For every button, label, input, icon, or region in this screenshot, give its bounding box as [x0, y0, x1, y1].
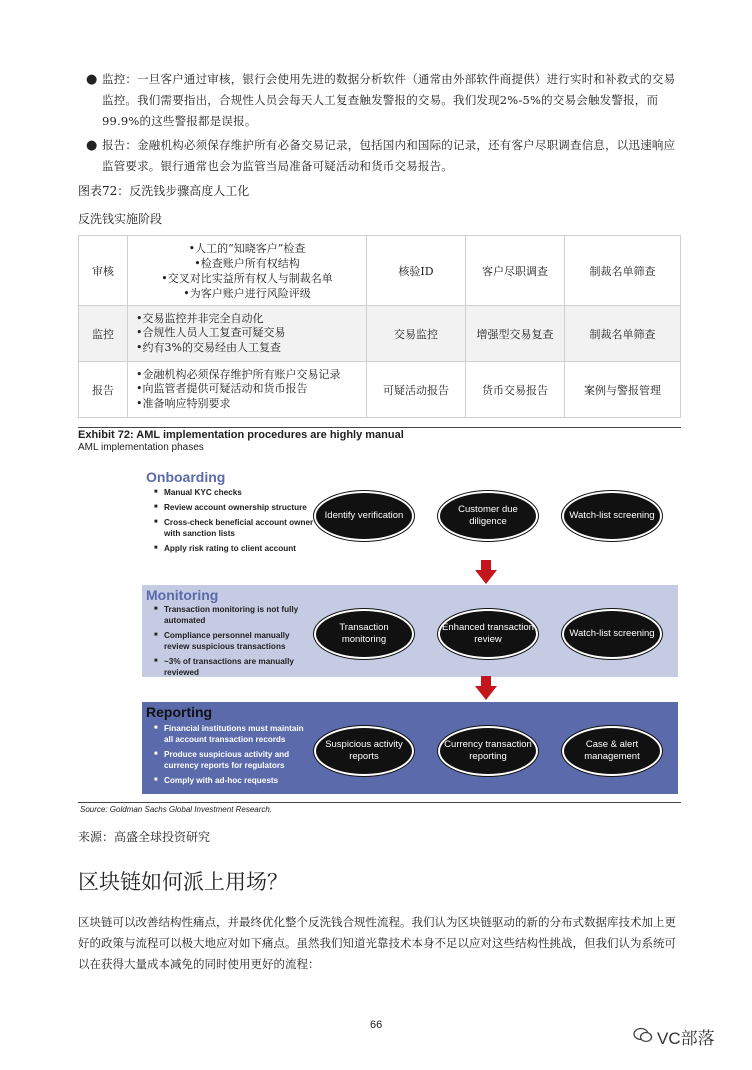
- page-number: 66: [370, 1019, 383, 1031]
- list-item: ■ Compliance personnel manually review suspicious transactions: [154, 630, 314, 652]
- watermark-text: VC部落: [657, 1029, 715, 1048]
- oval-enhanced-transaction-review: Enhanced transaction review: [438, 609, 538, 659]
- band-title: Reporting: [146, 704, 213, 720]
- list-item: ■ Manual KYC checks: [154, 487, 324, 498]
- list-item: ■ Produce suspicious activity and currency reports for regulators: [154, 749, 314, 771]
- list-item: •交叉对比实益所有权人与制裁名单: [161, 271, 333, 285]
- band-items: [154, 723, 314, 790]
- figure-title-cn: 图表72：反洗钱步骤高度人工化: [78, 184, 250, 198]
- oval-transaction-monitoring: Transaction monitoring: [314, 609, 414, 659]
- phase-cell: 审核: [79, 236, 128, 306]
- list-item: •为客户账户进行风险评级: [183, 286, 311, 300]
- list-item: •检查账户所有权结构: [194, 256, 300, 270]
- list-item: •人工的“知晓客户”检查: [188, 241, 306, 255]
- oval-customer-due-diligence: Customer due diligence: [438, 491, 538, 541]
- table-row: [79, 306, 681, 362]
- oval-case-alert-management: Case & alert management: [562, 726, 662, 776]
- section-heading: 区块链如何派上用场？: [78, 870, 288, 894]
- step-cell: 货币交易报告: [466, 362, 565, 418]
- oval-identify-verification: Identify verification: [314, 491, 414, 541]
- table-row: [79, 362, 681, 418]
- list-item: •合规性人员人工复查可疑交易: [136, 326, 286, 340]
- divider: [78, 802, 681, 803]
- list-item: ■ Apply risk rating to client account: [154, 543, 324, 554]
- onboarding-band: [142, 467, 678, 563]
- down-arrow-icon: [475, 570, 497, 584]
- oval-currency-transaction-reporting: Currency transaction reporting: [438, 726, 538, 776]
- step-cell: 增强型交易复查: [466, 306, 565, 362]
- table-row: [79, 236, 681, 306]
- list-item: •准备响应特别要求: [136, 396, 231, 410]
- reporting-band: [142, 702, 678, 794]
- list-item: •向监管者提供可疑活动和货币报告: [136, 382, 308, 396]
- aml-phase-table: [78, 235, 681, 418]
- step-cell: 交易监控: [367, 306, 466, 362]
- down-arrow-icon: [475, 686, 497, 700]
- items-cell: [128, 236, 367, 306]
- monitoring-band: [142, 585, 678, 677]
- list-item: ■ Financial institutions must maintain all account transaction records: [154, 723, 314, 745]
- list-item: •金融机构必须保存维护所有账户交易记录: [136, 367, 341, 381]
- bullet-marker: ●: [86, 138, 98, 153]
- exhibit-title: Exhibit 72: AML implementation procedures are highly manual: [78, 429, 404, 441]
- list-item: •交易监控并非完全自动化: [136, 311, 264, 325]
- step-cell: 制裁名单筛查: [565, 236, 681, 306]
- wechat-icon: [633, 1027, 653, 1043]
- list-item: ■ Transaction monitoring is not fully automated: [154, 604, 314, 626]
- oval-suspicious-activity-reports: Suspicious activity reports: [314, 726, 414, 776]
- oval-watch-list-screening: Watch-list screening: [562, 491, 662, 541]
- list-item: ■ Comply with ad-hoc requests: [154, 775, 314, 786]
- items-cell: [128, 362, 367, 418]
- step-cell: 可疑活动报告: [367, 362, 466, 418]
- phase-cell: 报告: [79, 362, 128, 418]
- down-arrow-stem: [481, 676, 491, 686]
- bullet-monitoring-text: 监控：一旦客户通过审核，银行会使用先进的数据分析软件（通常由外部软件商提供）进行实时和补救式的交易监控。我们需要指出，合规性人员会每天人工复查触发警报的交易。我们发现2%-5%的交易会触发警报，而99.9%的这些警报都是误报。: [102, 72, 676, 128]
- list-item: •约有3%的交易经由人工复查: [136, 340, 281, 354]
- step-cell: 案例与警报管理: [565, 362, 681, 418]
- oval-watch-list-screening: Watch-list screening: [562, 609, 662, 659]
- list-item: ■ Cross-check beneficial account owner with sanction lists: [154, 517, 324, 539]
- bullet-marker: ●: [86, 72, 98, 87]
- band-title: Monitoring: [146, 587, 219, 603]
- phase-cell: 监控: [79, 306, 128, 362]
- step-cell: 制裁名单筛查: [565, 306, 681, 362]
- figure-subtitle-cn: 反洗钱实施阶段: [78, 212, 163, 226]
- down-arrow-stem: [481, 560, 491, 570]
- band-title: Onboarding: [146, 469, 226, 485]
- exhibit-subtitle: AML implementation phases: [78, 442, 204, 453]
- list-item: ■ ~3% of transactions are manually reviewed: [154, 656, 314, 678]
- step-cell: 核验ID: [367, 236, 466, 306]
- source-cn: 来源：高盛全球投资研究: [78, 830, 211, 844]
- band-items: [154, 604, 314, 682]
- step-cell: 客户尽职调查: [466, 236, 565, 306]
- list-item: ■ Review account ownership structure: [154, 502, 324, 513]
- band-items: [154, 487, 324, 558]
- items-cell: [128, 306, 367, 362]
- divider: [78, 427, 681, 428]
- body-paragraph: 区块链可以改善结构性痛点，并最终优化整个反洗钱合规性流程。我们认为区块链驱动的新的分布式数据库技术加上更好的政策与流程可以极大地应对如下痛点。虽然我们知道光靠技术本身不足以应对这些结构性挑战，但我们认为系统可以在获得大量成本减免的同时使用更好的流程：: [78, 915, 676, 971]
- exhibit-source: Source: Goldman Sachs Global Investment Research.: [80, 805, 273, 814]
- bullet-reporting-text: 报告：金融机构必须保存维护所有必备交易记录，包括国内和国际的记录，还有客户尽职调查信息，以迅速响应监管要求。银行通常也会为监管当局准备可疑活动和货币交易报告。: [102, 138, 676, 173]
